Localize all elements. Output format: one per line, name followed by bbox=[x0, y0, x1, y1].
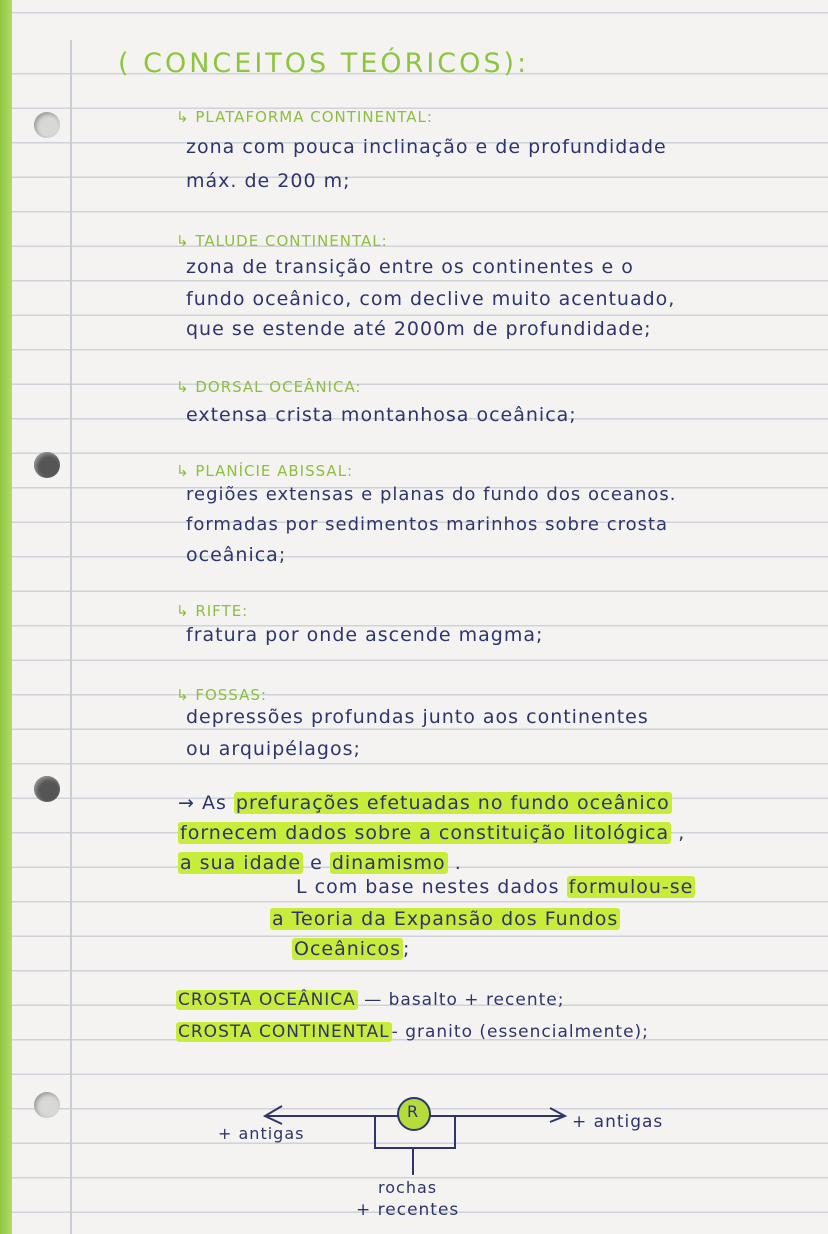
highlighted-text: a Teoria da Expansão dos Fundos bbox=[272, 908, 619, 930]
highlighted-text: fornecem dados sobre a constituição litológica bbox=[180, 822, 670, 844]
text-line: fratura por onde ascende magma; bbox=[186, 624, 544, 646]
heading-fossas: ↳ FOSSAS: bbox=[176, 686, 267, 704]
heading-dorsal: ↳ DORSAL OCEÂNICA: bbox=[176, 378, 362, 396]
text-line: que se estende até 2000m de profundidade; bbox=[186, 318, 652, 340]
highlighted-text: CROSTA CONTINENTAL bbox=[178, 1022, 390, 1042]
label-right: + antigas bbox=[572, 1112, 664, 1132]
highlighted-text: prefurações efetuadas no fundo oceânico bbox=[235, 792, 670, 814]
text-line: oceânica; bbox=[186, 544, 287, 566]
note-text: ; bbox=[403, 938, 411, 960]
note-text: → As bbox=[178, 792, 234, 814]
heading-planicie: ↳ PLANÍCIE ABISSAL: bbox=[176, 462, 354, 480]
heading-plataforma: ↳ PLATAFORMA CONTINENTAL: bbox=[176, 108, 433, 126]
text-line: ou arquipélagos; bbox=[186, 738, 361, 760]
text-line: extensa crista montanhosa oceânica; bbox=[186, 404, 577, 426]
highlighted-text: formulou-se bbox=[568, 876, 694, 898]
text-line: depressões profundas junto aos continentes bbox=[186, 706, 649, 728]
crust-text: — basalto + recente; bbox=[357, 990, 565, 1010]
label-bottom: rochas bbox=[378, 1178, 438, 1197]
text-line: fundo oceânico, com declive muito acentuado, bbox=[186, 288, 676, 310]
text-line: zona de transição entre os continentes e o bbox=[186, 256, 634, 278]
label-left: + antigas bbox=[218, 1124, 305, 1143]
highlighted-text: a sua idade bbox=[180, 852, 302, 874]
label-bottom: + recentes bbox=[356, 1200, 460, 1220]
page-title: ( CONCEITOS TEÓRICOS): bbox=[118, 48, 530, 79]
crust-text: - granito (essencialmente); bbox=[391, 1022, 649, 1042]
note-text: e bbox=[303, 852, 330, 874]
heading-rifte: ↳ RIFTE: bbox=[176, 602, 249, 620]
note-text: , bbox=[671, 822, 686, 844]
text-line: formadas por sedimentos marinhos sobre crosta bbox=[186, 514, 669, 535]
text-line: zona com pouca inclinação e de profundidade bbox=[186, 136, 667, 158]
highlighted-text: Oceânicos bbox=[294, 938, 402, 960]
text-line: regiões extensas e planas do fundo dos oceanos. bbox=[186, 484, 677, 505]
highlighted-text: dinamismo bbox=[331, 852, 446, 874]
rift-label: R bbox=[407, 1102, 420, 1121]
text-line: máx. de 200 m; bbox=[186, 170, 351, 192]
note-text: . bbox=[447, 852, 462, 874]
highlighted-text: CROSTA OCEÂNICA bbox=[178, 990, 356, 1010]
heading-talude: ↳ TALUDE CONTINENTAL: bbox=[176, 232, 388, 250]
note-text: L com base nestes dados bbox=[296, 876, 567, 898]
